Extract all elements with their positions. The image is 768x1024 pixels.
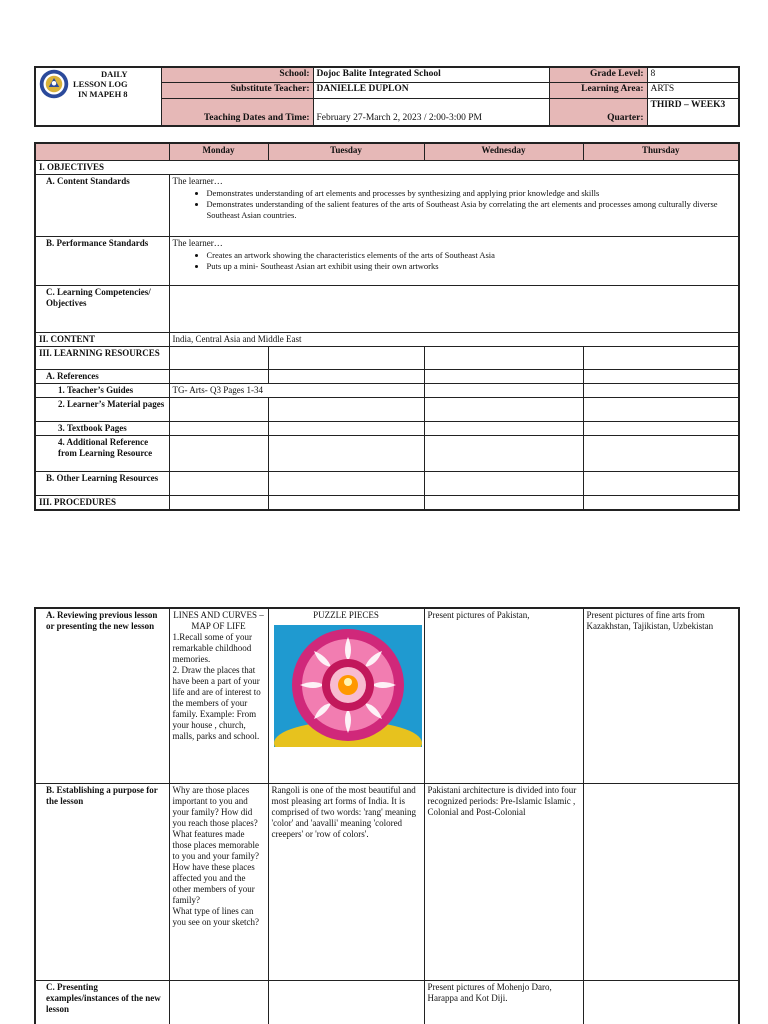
quarter-value: THIRD – WEEK3 bbox=[647, 98, 739, 126]
puzzle-pieces-title: PUZZLE PIECES bbox=[313, 610, 379, 620]
establishing-purpose-label: B. Establishing a purpose for the lesson bbox=[35, 783, 169, 980]
teacher-value: DANIELLE DUPLON bbox=[313, 82, 549, 98]
teacher-label: Substitute Teacher: bbox=[161, 82, 313, 98]
header-title-cell bbox=[35, 67, 161, 126]
reviewing-wednesday-cell: Present pictures of Pakistan, bbox=[424, 608, 583, 783]
map-of-life-title: LINES AND CURVES – MAP OF LIFE bbox=[173, 610, 264, 631]
learning-competencies-label: C. Learning Competencies/ Objectives bbox=[35, 285, 169, 332]
reviewing-monday-cell bbox=[169, 608, 268, 783]
other-resources-label: B. Other Learning Resources bbox=[35, 471, 169, 495]
content-standards-cell: The learner… • Demonstrates understanding of art elements and processes by synthesizing and applying prior knowledge and skills • Demonstrates understanding of the salient features of the arts of Southeast Asia by correlating the art elements and processes among culturally diverse Southeast Asian countries. bbox=[169, 174, 739, 236]
purpose-tuesday-cell: Rangoli is one of the most beautiful and most pleasing art forms of India. It is comprised of two words: 'rang' meaning 'color' and 'aavalli' meaning 'colored creepers' or 'row of colors'. bbox=[268, 783, 424, 980]
reviewing-thursday-cell: Present pictures of fine arts from Kazakhstan, Tajikistan, Uzbekistan bbox=[583, 608, 739, 783]
day-header-monday: Monday bbox=[169, 143, 268, 160]
teachers-guides-value: TG- Arts- Q3 Pages 1-34 bbox=[169, 383, 424, 397]
procedures-heading: III. PROCEDURES bbox=[35, 495, 169, 510]
day-header-thursday: Thursday bbox=[583, 143, 739, 160]
quarter-label: Quarter: bbox=[549, 98, 647, 126]
day-header-tuesday: Tuesday bbox=[268, 143, 424, 160]
content-standard-item: • Demonstrates understanding of art elements and processes by synthesizing and applying prior knowledge and skills bbox=[207, 188, 736, 199]
objectives-heading: I. OBJECTIVES bbox=[35, 160, 739, 174]
school-label: School: bbox=[161, 67, 313, 82]
textbook-pages-label: 3. Textbook Pages bbox=[35, 421, 169, 435]
content-heading: II. CONTENT bbox=[35, 332, 169, 346]
objectives-table bbox=[34, 142, 740, 511]
procedures-table bbox=[34, 607, 740, 1024]
presenting-examples-label: C. Presenting examples/instances of the new lesson bbox=[35, 980, 169, 1024]
content-value: India, Central Asia and Middle East bbox=[169, 332, 739, 346]
learners-material-label: 2. Learner’s Material pages bbox=[35, 397, 169, 421]
examples-wednesday-cell: Present pictures of Mohenjo Daro, Harappa and Kot Diji. bbox=[424, 980, 583, 1024]
day-header-wednesday: Wednesday bbox=[424, 143, 583, 160]
grade-value: 8 bbox=[647, 67, 739, 82]
dates-label: Teaching Dates and Time: bbox=[161, 98, 313, 126]
map-of-life-text: 1.Recall some of your remarkable childhood memories. 2. Draw the places that have been a part of your life and are of interest to the members of your family. Example: From your house , church, malls, parks and school. bbox=[172, 632, 261, 741]
header-table bbox=[34, 66, 740, 127]
day-header-blank bbox=[35, 143, 169, 160]
area-label: Learning Area: bbox=[549, 82, 647, 98]
lesson-log-title: DAILY LESSON LOG IN MAPEH 8 bbox=[73, 69, 128, 99]
performance-standard-item: • Puts up a mini- Southeast Asian art exhibit using their own artworks bbox=[207, 261, 736, 272]
rangoli-image bbox=[274, 625, 422, 747]
area-value: ARTS bbox=[647, 82, 739, 98]
content-standard-item: • Demonstrates understanding of the salient features of the arts of Southeast Asia by correlating the art elements and processes among culturally diverse Southeast Asian countries. bbox=[207, 199, 736, 220]
grade-label: Grade Level: bbox=[549, 67, 647, 82]
purpose-wednesday-cell: Pakistani architecture is divided into four recognized periods: Pre-Islamic Islamic , Colonial and Post-Colonial bbox=[424, 783, 583, 980]
performance-standard-item: • Creates an artwork showing the characteristics elements of the arts of Southeast Asia bbox=[207, 250, 736, 261]
performance-standards-label: B. Performance Standards bbox=[35, 236, 169, 285]
teachers-guides-label: 1. Teacher’s Guides bbox=[35, 383, 169, 397]
reviewing-lesson-label: A. Reviewing previous lesson or presenting the new lesson bbox=[35, 608, 169, 783]
content-standards-label: A. Content Standards bbox=[35, 174, 169, 236]
additional-reference-label: 4. Additional Reference from Learning Resource bbox=[35, 435, 169, 471]
purpose-thursday-cell bbox=[583, 783, 739, 980]
performance-standards-cell: The learner… • Creates an artwork showing the characteristics elements of the arts of Southeast Asia • Puts up a mini- Southeast Asian art exhibit using their own artworks bbox=[169, 236, 739, 285]
learning-competencies-cell bbox=[169, 285, 739, 332]
deped-seal-icon bbox=[39, 69, 69, 99]
school-value: Dojoc Balite Integrated School bbox=[313, 67, 549, 82]
purpose-monday-cell: Why are those places important to you and your family? How did you reach those places? What features made those places memorable to you and your family? How have these places affected you and the other members of your family? What type of lines can you see on your sketch? bbox=[169, 783, 268, 980]
references-label: A. References bbox=[35, 369, 169, 383]
dates-value: February 27-March 2, 2023 / 2:00-3:00 PM bbox=[313, 98, 549, 126]
reviewing-tuesday-cell bbox=[268, 608, 424, 783]
resources-heading: III. LEARNING RESOURCES bbox=[35, 346, 169, 369]
